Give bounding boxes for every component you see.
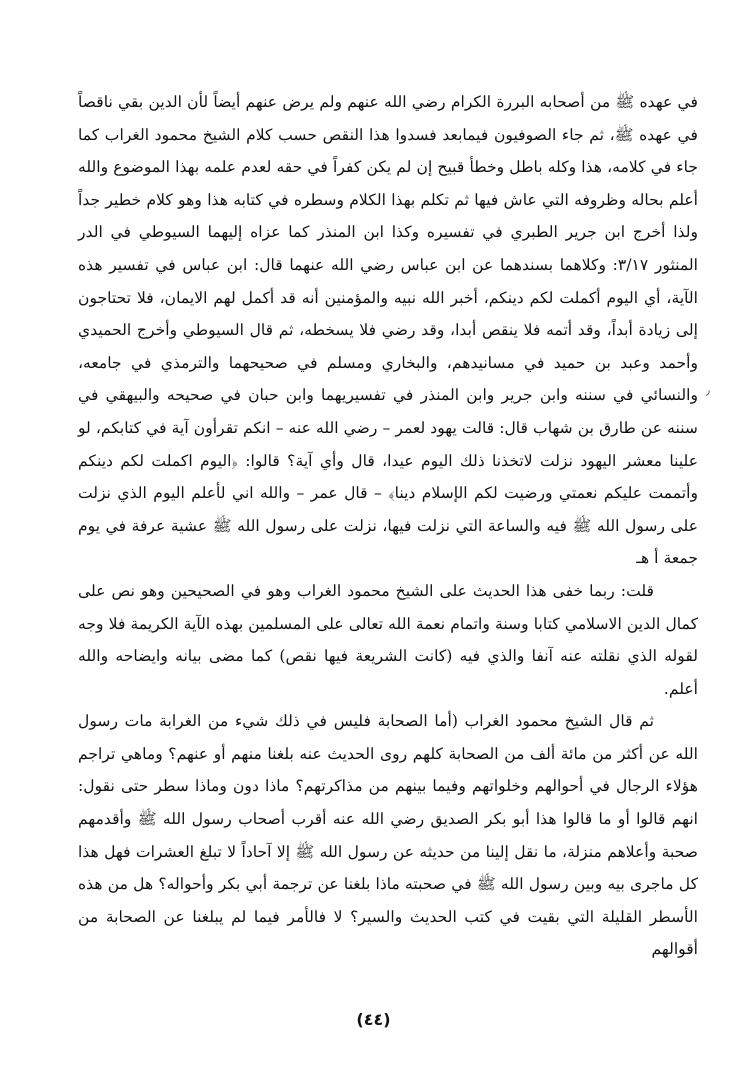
paragraph-3: ثم قال الشيخ محمود الغراب (أما الصحابة فليس في ذلك شيء من الغرابة مات رسول الله عن أكثر من مائة ألف من الصحابة كلهم روى الحديث عنه بلغنا منهم أو عنهم؟ وماهي تراجم هؤلاء الرجال في أحوالهم وخلواتهم وفيما بينهم من مذاكرتهم؟ ماذا دون وماذا سطر حتى نقول: انهم قالوا أو ما قالوا هذا أبو بكر الصديق رضي الله عنه أقرب أصحاب رسول الله ﷺ وأقدمهم صحبة وأعلاهم منزلة، ما نقل إلينا من حديثه عن رسول الله ﷺ إلا آحاداً لا تبلغ العشرات فهل هذا كل ماجرى بيه وبين رسول الله ﷺ في صحبته ماذا بلغنا عن ترجمة أبي بكر وأحواله؟ هل من هذه الأسطر القليلة التي بقيت في كتب الحديث والسير؟ لا فالأمر فيما لم يبلغنا عن الصحابة من أقوالهم — [78, 712, 698, 959]
margin-mark: ٫ — [706, 383, 710, 397]
paragraph-2: قلت: ربما خفى هذا الحديث على الشيخ محمود الغراب وهو في الصحيحين وهو نص على كمال الدين الاسلامي كتابا وسنة واتمام نعمة الله تعالى على المسلمين بهذه الآية الكريمة فلا وجه لقوله الذي نقلته عنه آنفا والذي فيه (كانت الشريعة فيها نقص) كما مضى بيانه وايضاحه والله أعلم. — [78, 581, 698, 698]
page-number: (٤٤) — [356, 1010, 391, 1029]
body-text — [78, 86, 698, 966]
paragraph-1: في عهده ﷺ من أصحابه البررة الكرام رضي الله عنهم ولم يرض عنهم أيضاً لأن الدين بقي ناقصاً في عهده ﷺ، ثم جاء الصوفيون فيمابعد فسدوا هذا النقص حسب كلام الشيخ محمود الغراب كما جاء في كلامه، هذا وكله باطل وخطأ قبيح إن لم يكن كفراً في حقه لعدم علمه بهذا الموضوع والله أعلم بحاله وظروفه التي عاش فيها ثم تكلم بهذا الكلام وسطره في كتابه هذا وهو كلام خطير جداً ولذا أخرج ابن جرير الطبري في تفسيره وكذا ابن المنذر كما عزاه إليهما السيوطي في الدر المنثور ٣/١٧: وكلاهما بسندهما عن ابن عباس رضي الله عنهما قال: ابن عباس في تفسير هذه الآية، أي اليوم أكملت لكم دينكم، أخبر الله نبيه والمؤمنين أنه قد أكمل لهم الايمان، فلا تحتاجون إلى زيادة أبداً، وقد أتمه فلا ينقص أبدا، وقد رضي فلا يسخطه، ثم قال السيوطي وأخرج الحميدي وأحمد وعبد بن حميد في مسانيدهم، والبخاري ومسلم في صحيحهما والترمذي في جامعه، والنسائي في سننه وابن جرير وابن المنذر في تفسيريهما وابن حبان في صحيحه والبيهقي في سننه عن طارق بن شهاب قال: قالت يهود لعمر – رضي الله عنه – انكم تقرأون آية في كتابكم، لو علينا معشر اليهود نزلت لاتخذنا ذلك اليوم عيدا، قال وأي آية؟ قالوا: ﴿اليوم اكملت لكم دينكم وأتممت عليكم نعمتي ورضيت لكم الإسلام دينا﴾ – قال عمر – والله اني لأعلم اليوم الذي نزلت على رسول الله ﷺ فيه والساعة التي نزلت فيها، نزلت على رسول الله ﷺ عشية عرفة في يوم جمعة أ هـ — [78, 93, 698, 568]
